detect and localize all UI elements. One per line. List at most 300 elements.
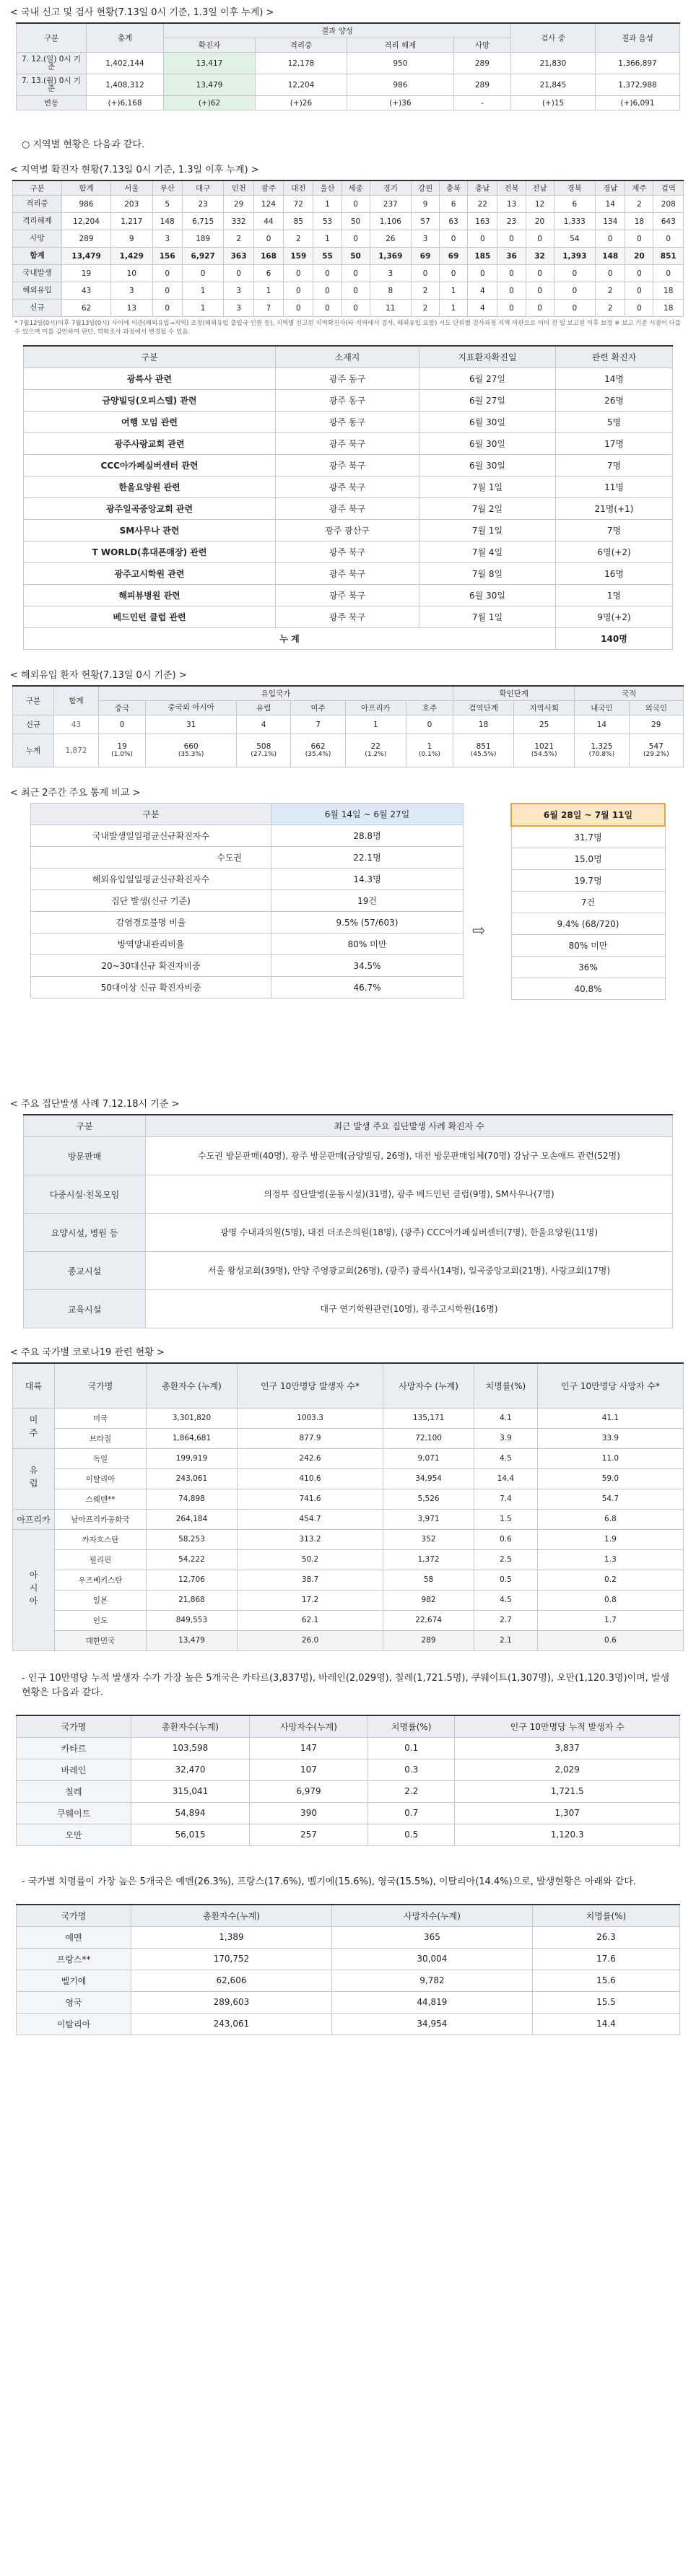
cell-value: 0 [653, 265, 684, 282]
cluster-name: 여행 모임 관련 [24, 412, 276, 433]
cell-value [453, 715, 514, 734]
cell-value: 0 [284, 282, 313, 300]
domestic-test-title: < 국내 신고 및 검사 현황(7.13일 0시 기준, 1.3일 이후 누계) > [10, 7, 274, 18]
table-row [24, 1252, 673, 1290]
cell-value [575, 734, 629, 767]
cluster-detail: 대구 연기학원관련(10명), 광주고시학원(16명) [146, 1290, 673, 1328]
th-s4-nation: 국적 [575, 686, 684, 701]
stat-period1: 28.8명 [271, 825, 464, 847]
cell-value [345, 715, 406, 734]
country-value: 0.3 [368, 1759, 455, 1780]
table-row [511, 913, 665, 935]
th-col: 인구 10만명당 누적 발생자 수 [455, 1715, 680, 1738]
cluster-detail: 서울 왕성교회(39명), 안양 주영광교회(26명), (광주) 광륵사(14명), 일곡중앙교회(21명), 사랑교회(17명) [146, 1252, 673, 1290]
row-label: 누계 [13, 734, 54, 767]
cluster-date: 7월 1일 [419, 477, 556, 498]
cell-value: 26 [370, 230, 412, 248]
th-released: 격리 해제 [347, 38, 453, 53]
country-value: 0.7 [368, 1802, 455, 1824]
th-col: 치명률(%) [532, 1905, 679, 1927]
country-value: 315,041 [131, 1780, 250, 1802]
compare-right-table [510, 803, 666, 1000]
country-value: 243,061 [131, 2013, 332, 2035]
stat-label: 50대이상 신규 확진자비중 [31, 977, 271, 998]
country-value: 54,222 [147, 1549, 238, 1570]
cluster-count: 14명 [556, 368, 673, 390]
table-row [17, 74, 680, 96]
cell-value: 3 [370, 265, 412, 282]
country-value: 15.6 [532, 1970, 679, 1991]
table-row [24, 585, 673, 606]
cell-total: (+)6,168 [87, 96, 164, 110]
cluster-location: 광주 광산구 [276, 520, 419, 541]
region-cell: 아시아 [13, 1529, 55, 1650]
cell-value: 1 [313, 230, 342, 248]
country-value: 44,819 [331, 1991, 532, 2013]
cluster-date: 7월 1일 [419, 606, 556, 628]
country-value: 4.5 [474, 1590, 538, 1610]
cell-value: 50 [342, 213, 370, 230]
th-s4-foreign: 외국인 [629, 701, 683, 715]
table-row [13, 248, 684, 265]
country-value: 3.9 [474, 1428, 538, 1448]
table-row [13, 1549, 684, 1570]
cell-confirmed: 13,479 [164, 74, 256, 96]
country-value: 2.5 [474, 1549, 538, 1570]
cell-value: 5 [152, 196, 182, 213]
table-row [511, 892, 665, 913]
table-row [31, 912, 464, 934]
cell-value: 32 [526, 248, 554, 265]
stat-period2: 36% [511, 957, 665, 978]
cell-value: 0 [468, 230, 497, 248]
cell-value: 6 [440, 196, 468, 213]
cluster-count: 1명 [556, 585, 673, 606]
table-row [17, 1926, 680, 1948]
cluster-location: 광주 북구 [276, 541, 419, 563]
cell-value: 11 [370, 300, 412, 317]
cell-value: 7 [253, 300, 283, 317]
th-s7-dper: 인구 10만명당 사망자 수* [537, 1363, 683, 1408]
country-value: 170,752 [131, 1948, 332, 1970]
th-region: 부산 [152, 180, 182, 196]
table-row [13, 230, 684, 248]
table-row [511, 978, 665, 1000]
th-s4-europe: 유럽 [237, 701, 291, 715]
cell-total: 1,872 [54, 734, 99, 767]
th-s3-count: 관련 확진자 [556, 346, 673, 368]
cell-value: 0 [284, 265, 313, 282]
cell-value: 2 [596, 282, 625, 300]
cell-negative: 1,372,988 [596, 74, 680, 96]
stat-label: 20~30대신규 확진자비중 [31, 955, 271, 977]
table-row [13, 1489, 684, 1509]
cell-count: 508 [256, 742, 271, 751]
cell-value [345, 734, 406, 767]
cell-count: 14 [596, 720, 607, 729]
cell-isolating: 12,178 [255, 53, 347, 74]
row-label: 국내발생 [13, 265, 62, 282]
country-name: 쿠웨이트 [17, 1802, 131, 1824]
cell-value: 0 [253, 230, 283, 248]
country-value: 6,979 [250, 1780, 368, 1802]
cell-value: 0 [554, 300, 596, 317]
th-col: 총환자수(누계) [131, 1905, 332, 1927]
cell-value: 148 [596, 248, 625, 265]
country-name: 예멘 [17, 1926, 131, 1948]
cell-value: 4 [468, 300, 497, 317]
cell-value: 1 [440, 300, 468, 317]
country-value: 58 [383, 1570, 474, 1590]
th-gubun: 구분 [17, 23, 87, 53]
th-s4-america: 미주 [291, 701, 345, 715]
table-row [17, 1948, 680, 1970]
country-name: 영국 [17, 1991, 131, 2013]
cell-value: 159 [284, 248, 313, 265]
table-row [17, 53, 680, 74]
country-value: 11.0 [537, 1448, 683, 1468]
cell-percent: (27.1%) [251, 751, 277, 758]
cluster-name: 광주고시학원 관련 [24, 563, 276, 585]
cell-count: 660 [183, 742, 199, 751]
cell-percent: (1.0%) [111, 751, 134, 758]
cell-value: 2 [412, 300, 440, 317]
country-value: 59.0 [537, 1468, 683, 1489]
cell-testing: 21,830 [511, 53, 596, 74]
cell-value [514, 715, 575, 734]
cluster-detail: 의정부 집단발병(운동시설)(31명), 광주 베드민턴 클럽(9명), SM사우나(7명) [146, 1175, 673, 1214]
country-value: 9,782 [331, 1970, 532, 1991]
cell-value: 3 [152, 230, 182, 248]
country-value: 72,100 [383, 1428, 474, 1448]
cell-value: 0 [526, 230, 554, 248]
table-row [13, 213, 684, 230]
cell-value: 0 [440, 265, 468, 282]
country-value: 26.3 [532, 1926, 679, 1948]
table-row [511, 957, 665, 978]
th-s4-china-ex: 중국외 아시아 [146, 701, 237, 715]
country-value: 0.5 [474, 1570, 538, 1590]
table-row [24, 541, 673, 563]
th-region: 충남 [468, 180, 497, 196]
th-region: 구분 [13, 180, 62, 196]
cell-value: 189 [182, 230, 224, 248]
stat-period1: 9.5% (57/603) [271, 912, 464, 934]
th-s3-date: 지표환자확진일 [419, 346, 556, 368]
domestic-test-table [16, 22, 680, 110]
table-row [17, 1824, 680, 1845]
cell-value: 6,715 [182, 213, 224, 230]
th-col: 총환자수(누계) [131, 1715, 250, 1738]
table-row [24, 1214, 673, 1252]
table-row [31, 977, 464, 998]
cell-testing: (+)15 [511, 96, 596, 110]
country-value: 1,307 [455, 1802, 680, 1824]
cell-value: 0 [342, 230, 370, 248]
table-row [13, 1590, 684, 1610]
compare-title: < 최근 2주간 주요 통계 비교 > [10, 788, 141, 799]
country-value: 147 [250, 1737, 368, 1759]
stat-label: 국내발생일일평균신규확진자수 [31, 825, 271, 847]
cell-value: 0 [625, 265, 653, 282]
countries-title: < 주요 국가별 코로나19 관련 현황 > [10, 1347, 165, 1358]
cell-value: 13 [497, 196, 526, 213]
table-row [17, 2013, 680, 2035]
country-value: 62.1 [237, 1610, 383, 1630]
cell-value: 29 [224, 196, 253, 213]
cell-count: 4 [261, 720, 266, 729]
th-total: 총계 [87, 23, 164, 53]
cell-value [237, 734, 291, 767]
cell-value: 36 [497, 248, 526, 265]
cell-value: 0 [152, 282, 182, 300]
cell-percent: (54.5%) [531, 751, 557, 758]
region-cell: 아프리카 [13, 1509, 55, 1529]
cell-value: 185 [468, 248, 497, 265]
cluster-detail: 수도권 방문판매(40명), 광주 방문판매(금양빌딩, 26명), 대전 방문판매업체(70명) 강남구 모손애드 관련(52명) [146, 1137, 673, 1175]
cluster-count: 17명 [556, 433, 673, 455]
cell-value: 0 [182, 265, 224, 282]
country-value: 4.1 [474, 1408, 538, 1428]
table-row [13, 1408, 684, 1428]
cell-released: 986 [347, 74, 453, 96]
cell-value: 62 [62, 300, 111, 317]
cluster-category: 다중시설·친목모임 [24, 1175, 146, 1214]
cell-value: 6 [253, 265, 283, 282]
stat-period1: 80% 미만 [271, 934, 464, 955]
cell-value: 9 [111, 230, 153, 248]
stat-period2: 40.8% [511, 978, 665, 1000]
table-row [17, 96, 680, 110]
arrow-right-icon: ⇨ [472, 922, 486, 940]
cluster-date: 6월 30일 [419, 585, 556, 606]
country-value: 1.9 [537, 1529, 683, 1549]
table-row [13, 1630, 684, 1650]
country-value: 56,015 [131, 1824, 250, 1845]
th-s5-gubun: 구분 [31, 804, 271, 825]
th-s6-desc: 최근 발생 주요 집단발생 사례 확진자 수 [146, 1115, 673, 1137]
cell-deaths: - [453, 96, 510, 110]
cell-value: 54 [554, 230, 596, 248]
th-region: 대구 [182, 180, 224, 196]
stat-label: 해외유입일일평균신규확진자수 [31, 869, 271, 890]
cell-value [406, 734, 453, 767]
th-region: 서울 [111, 180, 153, 196]
overseas-title: < 해외유입 환자 현황(7.13일 0시 기준) > [10, 670, 187, 681]
th-s7-per: 인구 10만명당 발생자 수* [237, 1363, 383, 1408]
cell-value: 1,369 [370, 248, 412, 265]
countries-table [12, 1362, 684, 1651]
cell-value [291, 734, 345, 767]
table-row [13, 715, 684, 734]
country-value: 12,706 [147, 1570, 238, 1590]
country-value: 14.4 [532, 2013, 679, 2035]
table-row [13, 1570, 684, 1590]
stat-period2: 15.0명 [511, 848, 665, 870]
country-value: 17.6 [532, 1948, 679, 1970]
country-value: 103,598 [131, 1737, 250, 1759]
cell-value: 332 [224, 213, 253, 230]
cell-released: 950 [347, 53, 453, 74]
table-row [13, 1428, 684, 1448]
th-region: 인천 [224, 180, 253, 196]
th-col: 치명률(%) [368, 1715, 455, 1738]
table-row [17, 1991, 680, 2013]
cell-value: 851 [653, 248, 684, 265]
th-s7-country: 국가명 [55, 1363, 147, 1408]
cell-value [146, 715, 237, 734]
cell-value: 69 [412, 248, 440, 265]
cluster-location: 광주 북구 [276, 585, 419, 606]
th-s4-oceania: 호주 [406, 701, 453, 715]
cell-value: 13,479 [62, 248, 111, 265]
cell-value: 0 [412, 265, 440, 282]
cell-value: 3 [412, 230, 440, 248]
cell-value: 208 [653, 196, 684, 213]
table-row [13, 265, 684, 282]
th-s4-confirm: 확인단계 [453, 686, 575, 701]
country-name: 인도 [55, 1610, 147, 1630]
cell-count: 1021 [534, 742, 554, 751]
th-s4-china: 중국 [99, 701, 146, 715]
cell-value: 1,393 [554, 248, 596, 265]
cell-value: 1 [440, 282, 468, 300]
cluster-location: 광주 북구 [276, 498, 419, 520]
th-s7-cfr: 치명률(%) [474, 1363, 538, 1408]
cell-value: 63 [440, 213, 468, 230]
cell-value: 2 [224, 230, 253, 248]
row-label: 신규 [13, 300, 62, 317]
th-s5-period2: 6월 28일 ~ 7월 11일 [511, 804, 665, 826]
table-row [31, 955, 464, 977]
country-value: 32,470 [131, 1759, 250, 1780]
country-value: 2.2 [368, 1780, 455, 1802]
cell-value [575, 715, 629, 734]
cell-percent: (29.2%) [643, 751, 669, 758]
th-region: 경남 [596, 180, 625, 196]
country-value: 410.6 [237, 1468, 383, 1489]
cell-total: 43 [54, 715, 99, 734]
cluster-table [23, 1114, 673, 1328]
country-value: 849,553 [147, 1610, 238, 1630]
table-row [17, 1802, 680, 1824]
table-row [13, 196, 684, 213]
country-value: 0.6 [474, 1529, 538, 1549]
table-row [13, 300, 684, 317]
cluster-location: 광주 북구 [276, 606, 419, 628]
country-value: 54.7 [537, 1489, 683, 1509]
cluster-name: 광주일곡중앙교회 관련 [24, 498, 276, 520]
country-value: 1.5 [474, 1509, 538, 1529]
cell-value: 1,106 [370, 213, 412, 230]
cell-value: 0 [497, 282, 526, 300]
cell-count: 1 [373, 720, 378, 729]
compare-left-table [30, 803, 464, 998]
country-value: 313.2 [237, 1529, 383, 1549]
country-value: 1.7 [537, 1610, 683, 1630]
cell-value: 0 [625, 300, 653, 317]
cell-value: 163 [468, 213, 497, 230]
country-value: 257 [250, 1824, 368, 1845]
cluster-location: 광주 북구 [276, 433, 419, 455]
cell-count: 1,325 [591, 742, 613, 751]
th-s4-local: 지역사회 [514, 701, 575, 715]
row-label: 해외유입 [13, 282, 62, 300]
gwangju-cluster-table [23, 345, 673, 650]
cell-value: 986 [62, 196, 111, 213]
country-value: 1,389 [131, 1926, 332, 1948]
country-value: 74,898 [147, 1489, 238, 1509]
table-row [13, 1448, 684, 1468]
country-value: 62,606 [131, 1970, 332, 1991]
table-row [511, 870, 665, 892]
cluster-count: 6명(+2) [556, 541, 673, 563]
cell-value: 22 [468, 196, 497, 213]
stat-period1: 14.3명 [271, 869, 464, 890]
cell-value: 156 [152, 248, 182, 265]
cell-value [291, 715, 345, 734]
table-row [511, 826, 665, 848]
cluster-date: 6월 27일 [419, 368, 556, 390]
cell-value: 20 [526, 213, 554, 230]
cell-value: 53 [313, 213, 342, 230]
cell-percent: (1.2%) [365, 751, 387, 758]
country-value: 14.4 [474, 1468, 538, 1489]
note-top-cfr: - 국가별 치명률이 가장 높은 5개국은 예멘(26.3%), 프랑스(17.6%), 벨기에(15.6%), 영국(15.5%), 이탈리아(14.4%)으로, 발생현황은 아래와 같다. [22, 1876, 637, 1887]
s3-total-label: 누 계 [24, 628, 556, 650]
country-name: 필리핀 [55, 1549, 147, 1570]
cell-value: 2 [284, 230, 313, 248]
cell-total: 1,408,312 [87, 74, 164, 96]
stat-label: 감염경로불명 비율 [31, 912, 271, 934]
cluster-location: 광주 북구 [276, 477, 419, 498]
country-value: 26.0 [237, 1630, 383, 1650]
country-value: 58,253 [147, 1529, 238, 1549]
cluster-location: 광주 동구 [276, 368, 419, 390]
cluster-count: 21명(+1) [556, 498, 673, 520]
table-row [24, 455, 673, 477]
country-value: 1,721.5 [455, 1780, 680, 1802]
cluster-date: 7월 1일 [419, 520, 556, 541]
cluster-count: 9명(+2) [556, 606, 673, 628]
cell-value: 18 [625, 213, 653, 230]
regional-table [12, 180, 684, 317]
country-value: 242.6 [237, 1448, 383, 1468]
table-row [17, 1737, 680, 1759]
country-value: 0.1 [368, 1737, 455, 1759]
cell-value [629, 734, 683, 767]
overseas-table [12, 685, 684, 767]
cell-value: 124 [253, 196, 283, 213]
cell-value: 0 [152, 265, 182, 282]
th-region: 전남 [526, 180, 554, 196]
cell-count: 25 [539, 720, 549, 729]
cell-value: 0 [497, 265, 526, 282]
country-value: 34,954 [331, 2013, 532, 2035]
th-s7-deaths: 사망자수 (누계) [383, 1363, 474, 1408]
cluster-date: 7월 8일 [419, 563, 556, 585]
th-s4-inflow: 유입국가 [99, 686, 453, 701]
country-name: 미국 [55, 1408, 147, 1428]
country-value: 1.3 [537, 1549, 683, 1570]
th-region: 전북 [497, 180, 526, 196]
cell-count: 7 [316, 720, 321, 729]
cluster-count: 26명 [556, 390, 673, 412]
country-value: 289,603 [131, 1991, 332, 2013]
cell-value: 0 [625, 282, 653, 300]
table-row [31, 934, 464, 955]
cell-value [514, 734, 575, 767]
